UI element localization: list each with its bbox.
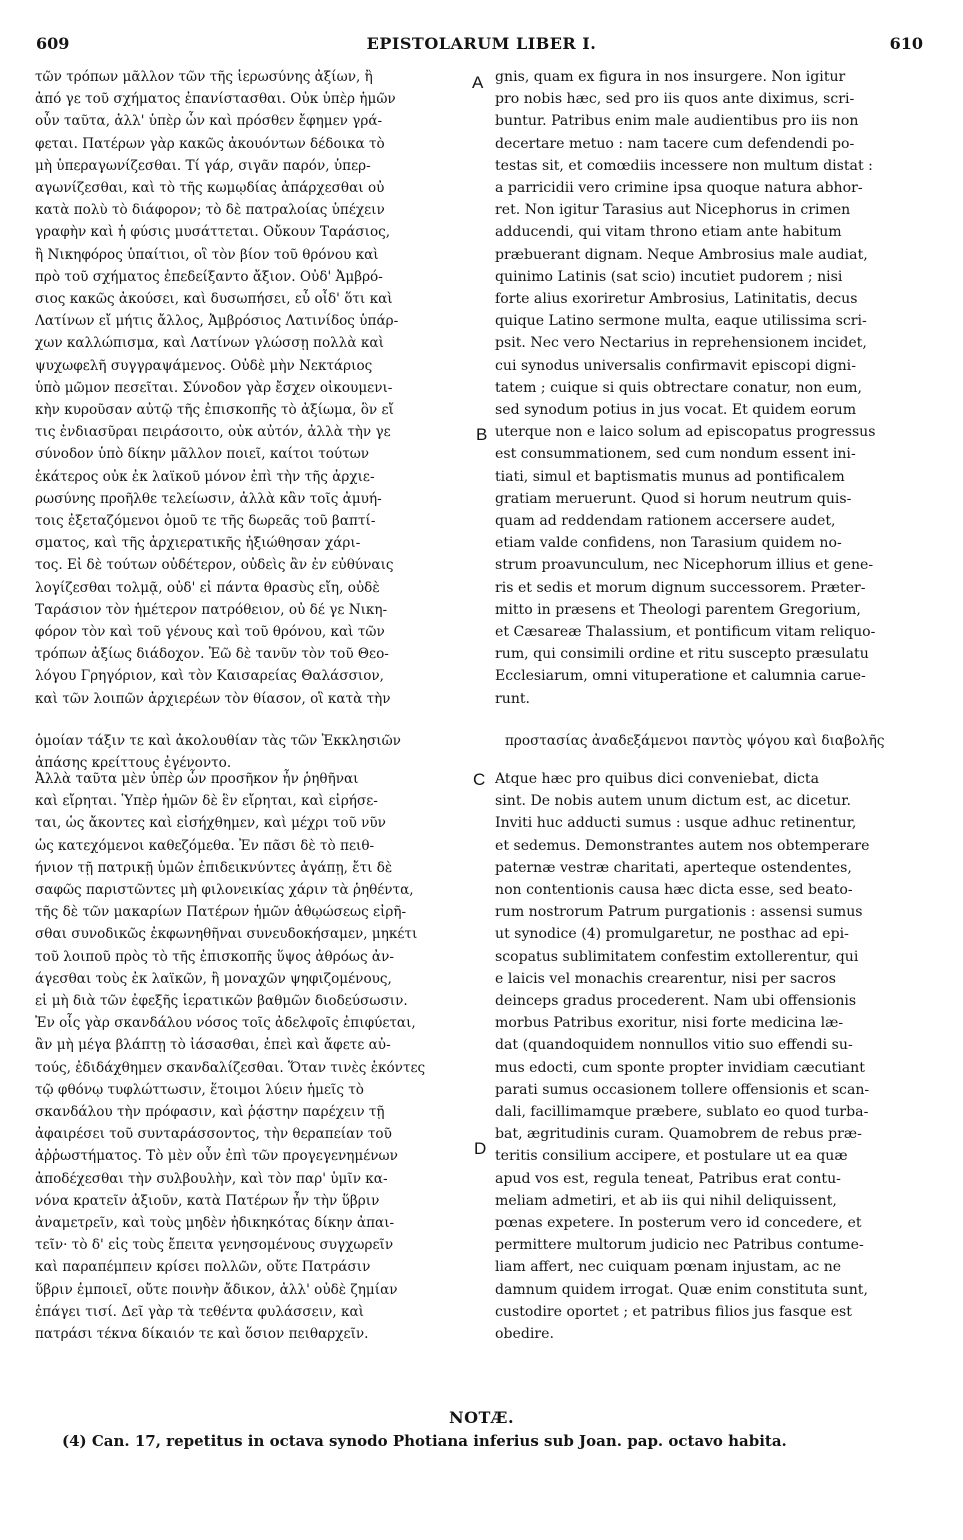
greek-line: σαφῶς παριστῶντες μὴ φιλονεικίας χάριν τὰ ῥηθέντα, — [35, 882, 414, 899]
latin-line: paternæ vestræ charitati, aperteque ostendentes, — [495, 859, 852, 876]
greek-line: ἂν μὴ μέγα βλάπτῃ τὸ ἰάσασθαι, ἐπεὶ καὶ ἄφετε αὐ- — [35, 1037, 391, 1054]
greek-line: ἑκάτερος οὐκ ἐκ λαϊκοῦ μόνον ἐπὶ τὴν τῆς ἀρχιε- — [35, 468, 375, 485]
latin-line: quique Latino sermone multa, eaque utilissima scri- — [495, 313, 867, 330]
page-number-right: 610 — [889, 34, 923, 53]
greek-line: τις ἐνδιασῦραι πειράσοιτο, οὐκ αὐτόν, ἀλλὰ τὴν γε — [35, 424, 391, 441]
latin-line: strum proavunculum, nec Nicephorum illius et gene- — [495, 557, 874, 574]
greek-line: κὴν κυροῦσαν αὐτῷ τῆς ἐπισκοπῆς τὸ ἀξίωμα, ὃν εἴ — [35, 402, 394, 419]
greek-line: χων καλλώπισμα, καὶ Λατίνων γλώσσῃ πολλὰ καὶ — [35, 335, 384, 352]
greek-line: λόγου Γρηγόριον, καὶ τὸν Καισαρείας Θαλάσσιον, — [35, 668, 384, 685]
greek-line: ἀναμετρεῖν, καὶ τοὺς μηδὲν ἠδικηκότας δίκην ἀπαι- — [35, 1215, 395, 1232]
latin-line: adducendi, qui vitam throno etiam ante habitum — [495, 224, 842, 241]
greek-line: τεῖν· τὸ δ' εἰς τοὺς ἔπειτα γενησομένους συγχωρεῖν — [35, 1237, 394, 1254]
latin-line: e laicis vel monachis crearentur, nisi per sacros — [495, 970, 836, 987]
greek-column-bottom — [35, 768, 475, 1345]
latin-line: quinimo Latinis (sat scio) incutiet pudorem ; nisi — [495, 268, 843, 285]
latin-line: decertare metuo : nam tacere cum defendendi po- — [495, 135, 855, 152]
greek-line: φόρον τὸν καὶ τοῦ γένους καὶ τοῦ θρόνου, καὶ τῶν — [35, 624, 385, 641]
latin-line: ret. Non igitur Tarasius aut Nicephorus in crimen — [495, 202, 851, 219]
latin-line: gratiam meruerunt. Quod si horum neutrum quis- — [495, 490, 852, 507]
greek-line: ἢ Νικηφόρος ὑπαίτιοι, οἳ τὸν βίον τοῦ θρόνου καὶ — [35, 246, 379, 263]
latin-line: tatem ; cuique si quis obtrectare conatur, non eum, — [495, 379, 862, 396]
greek-line: ἀπό γε τοῦ σχήματος ἐπανίστασθαι. Οὐκ ὑπὲρ ἡμῶν — [35, 91, 396, 108]
latin-line: damnum quidem irrogat. Quæ enim constituta sunt, — [495, 1281, 868, 1298]
greek-line: τρόπων ἀξίως διάδοχον. Ἐῶ δὲ τανῦν τὸν τοῦ Θεο- — [35, 646, 389, 663]
latin-line: cui synodus universalis confirmavit episcopi digni- — [495, 357, 856, 374]
greek-line: ὡς κατεχόμενοι καθεζόμεθα. Ἐν πᾶσι δὲ τὸ πειθ- — [35, 837, 375, 854]
latin-line: gnis, quam ex figura in nos insurgere. Non igitur — [495, 69, 846, 85]
latin-line: psit. Nec vero Nectarius in reprehensionem incidet, — [495, 335, 867, 352]
greek-line: πατράσι τέκνα δίκαιόν τε καὶ ὅσιον πειθαρχεῖν. — [35, 1326, 369, 1343]
latin-line: et Cæsareæ Thalassium, et pontificum vitam reliquo- — [495, 624, 876, 641]
latin-column-top — [495, 66, 935, 710]
latin-line: liam affert, nec cuiquam pœnam injustam, ac ne — [495, 1259, 842, 1276]
greek-line: ται, ὡς ἄκοντες καὶ εἰσήχθημεν, καὶ μέχρι τοῦ νῦν — [35, 815, 386, 832]
latin-line: præbuerant dignam. Neque Ambrosius male audiat, — [495, 246, 868, 263]
latin-line: buntur. Patribus enim male audientibus pro iis non — [495, 113, 859, 130]
greek-line: ἀφαιρέσει τοῦ συνταράσσοντος, τὴν θεραπείαν τοῦ — [35, 1126, 392, 1143]
greek-line: καὶ τῶν λοιπῶν ἀρχιερέων τὸν θίασον, οἳ κατὰ τὴν — [35, 690, 391, 707]
greek-line: ἀποδέχεσθαι τὴν συλβουλὴν, καὶ τὸν παρ' ὑμῖν κα- — [35, 1170, 388, 1187]
greek-line: πρὸ τοῦ σχήματος ἐπεδείξαντο ἄξιον. Οὐδ' Ἀμβρό- — [35, 268, 383, 285]
latin-line: sed synodum potius in jus vocat. Et quidem eorum — [495, 402, 857, 419]
greek-line: μὴ ὑπεραγωνίζεσθαι. Τί γάρ, σιγᾶν παρόν, ὑπερ- — [35, 157, 371, 174]
latin-line: dat (quandoquidem nonnullos vitio suo effendi su- — [495, 1037, 853, 1054]
greek-line: νόνα κρατεῖν ἀξιοῦν, κατὰ Πατέρων ἦν τὴν ὕβριν — [35, 1192, 380, 1209]
section-marker-c: C — [473, 770, 486, 789]
latin-line: etiam valde confidens, non Tarasium quidem no- — [495, 535, 842, 552]
greek-line: σύνοδον ὑπὸ δίκην μᾶλλον ποιεῖ, καίτοι τούτων — [35, 446, 370, 463]
latin-line: pro nobis hæc, sed pro iis quos ante diximus, scri- — [495, 91, 855, 108]
greek-line: τῆς δὲ τῶν μακαρίων Πατέρων ἡμῶν ἀθῳώσεως εἰρῆ- — [35, 904, 407, 921]
latin-line: ut synodice (4) promulgaretur, ne posthac ad epi- — [495, 926, 849, 943]
latin-line: rum nostrorum Patrum purgationis : assensi sumus — [495, 904, 863, 921]
section-marker-a: A — [472, 73, 484, 92]
latin-line: est consummationem, sed cum nondum essent ini- — [495, 446, 856, 463]
latin-line: tiati, simul et baptismatis munus ad pontificalem — [495, 468, 845, 485]
latin-line: meliam admetiri, et ab iis qui nihil deliquissent, — [495, 1192, 837, 1209]
greek-line: τοις ἐξεταζόμενοι ὁμοῦ τε τῆς δωρεᾶς τοῦ βαπτί- — [35, 513, 376, 530]
latin-line: testas sit, et comœdiis incessere non multum distat : — [495, 157, 873, 174]
latin-line: Ecclesiarum, omni vituperatione et calumnia carue- — [495, 668, 866, 685]
latin-line: obedire. — [495, 1326, 554, 1343]
greek-line: Ταράσιον τὸν ἡμέτερον πατρόθειον, οὐ δέ γε Νικη- — [35, 601, 388, 618]
latin-line: mus edocti, cum sponte propter invidiam cæcutiant — [495, 1059, 865, 1076]
page-header — [0, 0, 963, 70]
greek-line: Λατίνων εἴ μήτις ἄλλος, Ἀμβρόσιος Λατινίδος ὑπάρ- — [35, 313, 399, 330]
latin-line: forte alius exoriretur Ambrosius, Latinitatis, decus — [495, 291, 858, 308]
greek-line: σκανδάλου τὴν πρόφασιν, καὶ ῥᾴστην παρέχειν τῇ — [35, 1104, 385, 1121]
greek-column-top — [35, 66, 475, 710]
latin-line: custodire oportet ; et patribus filios jus fasque est — [495, 1303, 852, 1320]
latin-line: ris et sedis et morum dignum successorem. Præter- — [495, 579, 866, 596]
latin-line: rum, qui consimili ordine et ritu suscepto præsulatu — [495, 646, 869, 663]
greek-line: ὑπὸ μῶμον πεσεῖται. Σύνοδον γὰρ ἔσχεν οἰκουμενι- — [35, 379, 393, 396]
latin-line: a parricidii vero crimine ipsa quoque natura abhor- — [495, 180, 863, 197]
greek-line: τῷ φθόνῳ τυφλώττωσιν, ἕτοιμοι λύειν ἡμεῖς τὸ — [35, 1081, 364, 1098]
latin-line: mitto in præsens et Theologi parentem Gregorium, — [495, 601, 861, 618]
greek-line: καὶ εἴρηται. Ὑπὲρ ἡμῶν δὲ ἓν εἴρηται, καὶ εἰρήσε- — [35, 793, 378, 810]
section-marker-b: B — [476, 425, 488, 444]
latin-line: bat, ægritudinis curam. Quamobrem de rebus præ- — [495, 1126, 862, 1143]
greek-line: τοῦ λοιποῦ πρὸς τὸ τῆς ἐπισκοπῆς ὕψος ἀθρόως ἀν- — [35, 948, 394, 965]
greek-line: ἐπάγει τισί. Δεῖ γὰρ τὰ τεθέντα φυλάσσειν, καὶ — [35, 1303, 364, 1320]
greek-line: Ἀλλὰ ταῦτα μὲν ὑπὲρ ὧν προσῆκον ἦν ῥηθῆναι — [35, 771, 359, 787]
latin-line: permittere multorum judicio nec Patribus contume- — [495, 1237, 864, 1254]
latin-line: dali, facillimamque præbere, sublato eo quod turba- — [495, 1104, 869, 1121]
latin-line: pœnas expetere. In posterum vero id concedere, et — [495, 1215, 862, 1232]
shared-line-left: ὁμοίαν τάξιν τε καὶ ἀκολουθίαν τὰς τῶν Ἐκκλησιῶν — [35, 733, 401, 749]
latin-line: non contentionis causa hæc dicta esse, sed beato- — [495, 882, 853, 899]
latin-line: teritis consilium accipere, et postulare ut ea quæ — [495, 1148, 848, 1165]
latin-line: Inviti huc adducti sumus : usque adhuc retinentur, — [495, 815, 857, 832]
latin-line: quam ad reddendam rationem accersere audet, — [495, 513, 836, 530]
running-title: EPISTOLARUM LIBER I. — [366, 34, 597, 53]
page-number-left: 609 — [36, 34, 70, 53]
greek-line: αγωνίζεσθαι, καὶ τὸ τῆς κωμῳδίας ἀπάρχεσθαι οὐ — [35, 180, 385, 197]
footnote: (4) Can. 17, repetitus in octava synodo Photiana inferius sub Joan. pap. octavo habita. — [62, 1432, 787, 1450]
shared-line-left2: ἁπάσης κρείττους ἐγένοντο. — [35, 755, 232, 771]
greek-line: ήνιον τῇ πατρικῇ ὑμῶν ἐπιδεικνύντες ἀγάπῃ, ἔτι δὲ — [35, 859, 393, 876]
greek-line: τος. Εἰ δὲ τούτων οὐδέτερον, οὐδεὶς ἂν ἐν εὐθύναις — [35, 557, 394, 574]
greek-line: ρωσύνης προῆλθε τελείωσιν, ἀλλὰ κἂν τοῖς ἀμυή- — [35, 490, 382, 507]
greek-line: σματος, καὶ τῆς ἀρχιερατικῆς ἠξιώθησαν χάρι- — [35, 535, 361, 552]
greek-line: καὶ παραπέμπειν κρίσει πολλῶν, οὔτε Πατράσιν — [35, 1259, 371, 1276]
latin-column-bottom — [495, 768, 935, 1345]
latin-line: apud vos est, regula teneat, Patribus erat contu- — [495, 1170, 841, 1187]
greek-line: σιος κακῶς ἀκούσει, καὶ δυσωπήσει, εὖ οἶδ' ὅτι καὶ — [35, 291, 393, 308]
latin-line: uterque non e laico solum ad episcopatus progressus — [495, 424, 876, 441]
greek-line: τούς, ἐδιδάχθημεν σκανδαλίζεσθαι. Ὅταν τινὲς ἑκόντες — [35, 1059, 426, 1076]
shared-line-right: προστασίας ἀναδεξάμενοι παντὸς ψόγου καὶ διαβολῆς — [505, 733, 885, 749]
greek-line: σθαι συνοδικῶς ἐκφωνηθῆναι συνευδοκήσαμεν, μηκέτι — [35, 926, 418, 943]
greek-line: γραφὴν καὶ ἡ φύσις μυσάττεται. Οὔκουν Ταράσιος, — [35, 224, 391, 241]
latin-line: morbus Patribus exoritur, nisi forte medicina læ- — [495, 1015, 844, 1032]
latin-line: scopatus sublimitatem confestim extollerentur, qui — [495, 948, 859, 965]
greek-line: ψυχωφελῆ συγγραψάμενος. Οὐδὲ μὴν Νεκτάριος — [35, 357, 373, 374]
latin-line: Atque hæc pro quibus dici conveniebat, dicta — [495, 771, 819, 787]
greek-line: οὖν ταῦτα, ἀλλ' ὑπὲρ ὧν καὶ πρόσθεν ἔφημεν γρά- — [35, 113, 383, 130]
latin-line: runt. — [495, 690, 531, 707]
greek-line: κατὰ πολὺ τὸ διάφορον; τὸ δὲ πατραλοίας ὑπέχειν — [35, 202, 385, 219]
greek-line: ὕβριν ἐμποιεῖ, οὔτε ποινὴν ἄδικον, ἀλλ' οὐδὲ ζημίαν — [35, 1281, 398, 1298]
greek-line: Ἐν οἷς γὰρ σκανδάλου νόσος τοῖς ἀδελφοῖς ἐπιφύεται, — [35, 1015, 416, 1032]
greek-line: ἀῤῥωστήματος. Τὸ μὲν οὖν ἐπὶ τῶν προγεγενημένων — [35, 1148, 398, 1165]
section-marker-d: D — [474, 1139, 487, 1158]
greek-line: τῶν τρόπων μᾶλλον τῶν τῆς ἱερωσύνης ἀξίων, ἢ — [35, 69, 373, 85]
greek-line: φεται. Πατέρων γὰρ κακῶς ἀκουόντων δέδοικα τὸ — [35, 135, 385, 152]
greek-line: εἰ μὴ διὰ τῶν ἐφεξῆς ἱερατικῶν βαθμῶν διοδεύσωσιν. — [35, 993, 408, 1010]
latin-line: et sedemus. Demonstrantes autem nos obtemperare — [495, 837, 870, 854]
greek-line: άγεσθαι τοὺς ἐκ λαϊκῶν, ἢ μοναχῶν ψηφιζομένους, — [35, 970, 392, 987]
greek-line: λογίζεσθαι τολμᾷ, οὐδ' εἰ πάντα θρασὺς εἴη, οὐδὲ — [35, 579, 380, 596]
latin-line: deinceps gradus procederent. Nam ubi offensionis — [495, 993, 857, 1010]
latin-line: parati sumus occasionem tollere offensionis et scan- — [495, 1081, 870, 1098]
notes-heading: NOTÆ. — [448, 1408, 515, 1427]
latin-line: sint. De nobis autem unum dictum est, ac dicetur. — [495, 793, 851, 810]
